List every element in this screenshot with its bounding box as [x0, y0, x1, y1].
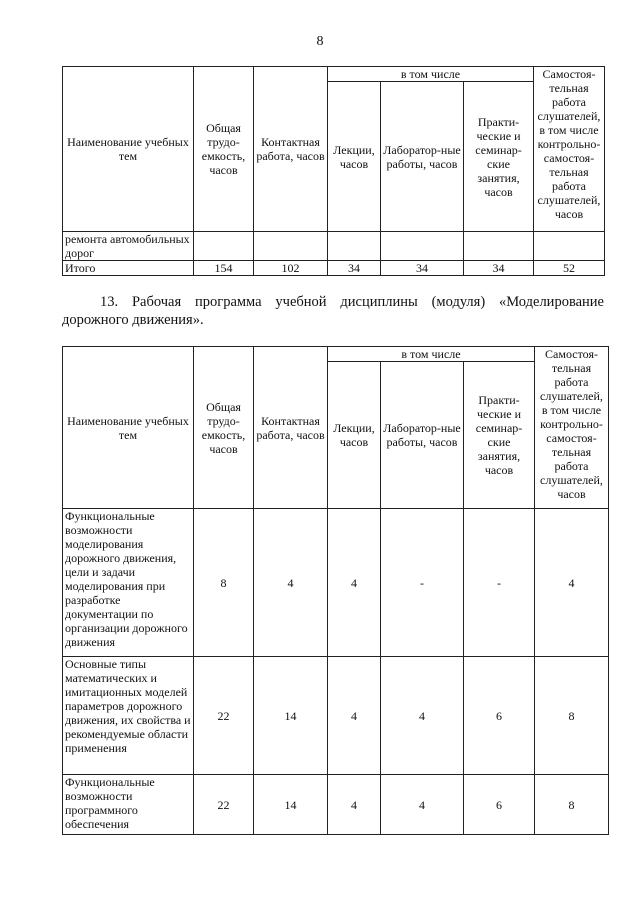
table-row [63, 509, 609, 657]
topic-name-cell: Функциональные возможности программного обеспечения [63, 775, 194, 835]
header-self-work: Самостоя-тельная работа слушателей, в том числе контрольно-самостоя-тельная работа слушателей, часов [535, 347, 609, 509]
contact-cell [254, 232, 328, 261]
contact-cell: 14 [254, 657, 328, 775]
labs-cell [381, 232, 464, 261]
topic-name-cell: Функциональные возможности моделирования дорожного движения, цели и задачи моделирования при разработке документации по организации дорожного движения [63, 509, 194, 657]
contact-cell: 14 [254, 775, 328, 835]
table-row-total [63, 261, 605, 276]
header-topic-name: Наименование учебных тем [63, 347, 194, 509]
practical-cell: 34 [464, 261, 534, 276]
contact-cell: 102 [254, 261, 328, 276]
labs-cell: 4 [381, 657, 464, 775]
total-cell [194, 232, 254, 261]
labs-cell: - [381, 509, 464, 657]
header-total-hours: Общая трудо-емкость, часов [194, 347, 254, 509]
lectures-cell [328, 232, 381, 261]
self-work-cell: 8 [535, 657, 609, 775]
practical-cell: - [464, 509, 535, 657]
total-cell: 22 [194, 657, 254, 775]
total-cell: 154 [194, 261, 254, 276]
header-self-work: Самостоя-тельная работа слушателей, в том числе контрольно-самостоя-тельная работа слушателей, часов [534, 67, 605, 232]
self-work-cell: 8 [535, 775, 609, 835]
header-contact-hours: Контактная работа, часов [254, 347, 328, 509]
section-heading [62, 293, 604, 329]
header-lectures: Лекции, часов [328, 82, 381, 232]
contact-cell: 4 [254, 509, 328, 657]
header-lectures: Лекции, часов [328, 362, 381, 509]
header-contact-hours: Контактная работа, часов [254, 67, 328, 232]
practical-cell: 6 [464, 775, 535, 835]
topic-name-cell: Основные типы математических и имитационных моделей параметров дорожного движения, их свойства и рекомендуемые области применения [63, 657, 194, 775]
table-row [63, 232, 605, 261]
practical-cell [464, 232, 534, 261]
total-cell: 22 [194, 775, 254, 835]
total-cell: 8 [194, 509, 254, 657]
labs-cell: 34 [381, 261, 464, 276]
header-total-hours: Общая трудо-емкость, часов [194, 67, 254, 232]
lectures-cell: 34 [328, 261, 381, 276]
self-work-cell: 4 [535, 509, 609, 657]
section-heading-line-1: 13. Рабочая программа учебной дисциплины (модуля) «Моделирование [100, 294, 604, 310]
topic-name-cell: ремонта автомобильных дорог [63, 232, 194, 261]
lectures-cell: 4 [328, 775, 381, 835]
header-practical: Практи-ческие и семинар-ские занятия, часов [464, 362, 535, 509]
header-labs: Лаборатор-ные работы, часов [381, 82, 464, 232]
page-number: 8 [316, 34, 324, 49]
lectures-cell: 4 [328, 657, 381, 775]
table-row [63, 657, 609, 775]
table-row [63, 775, 609, 835]
header-labs: Лаборатор-ные работы, часов [381, 362, 464, 509]
header-topic-name: Наименование учебных тем [63, 67, 194, 232]
self-work-cell [534, 232, 605, 261]
section-heading-line-2: дорожного движения». [62, 312, 204, 328]
curriculum-table-continued [62, 66, 605, 276]
practical-cell: 6 [464, 657, 535, 775]
header-including: в том числе [328, 67, 534, 82]
labs-cell: 4 [381, 775, 464, 835]
modeling-curriculum-table [62, 346, 609, 835]
self-work-cell: 52 [534, 261, 605, 276]
lectures-cell: 4 [328, 509, 381, 657]
header-practical: Практи-ческие и семинар-ские занятия, часов [464, 82, 534, 232]
total-label-cell: Итого [63, 261, 194, 276]
header-including: в том числе [328, 347, 535, 362]
